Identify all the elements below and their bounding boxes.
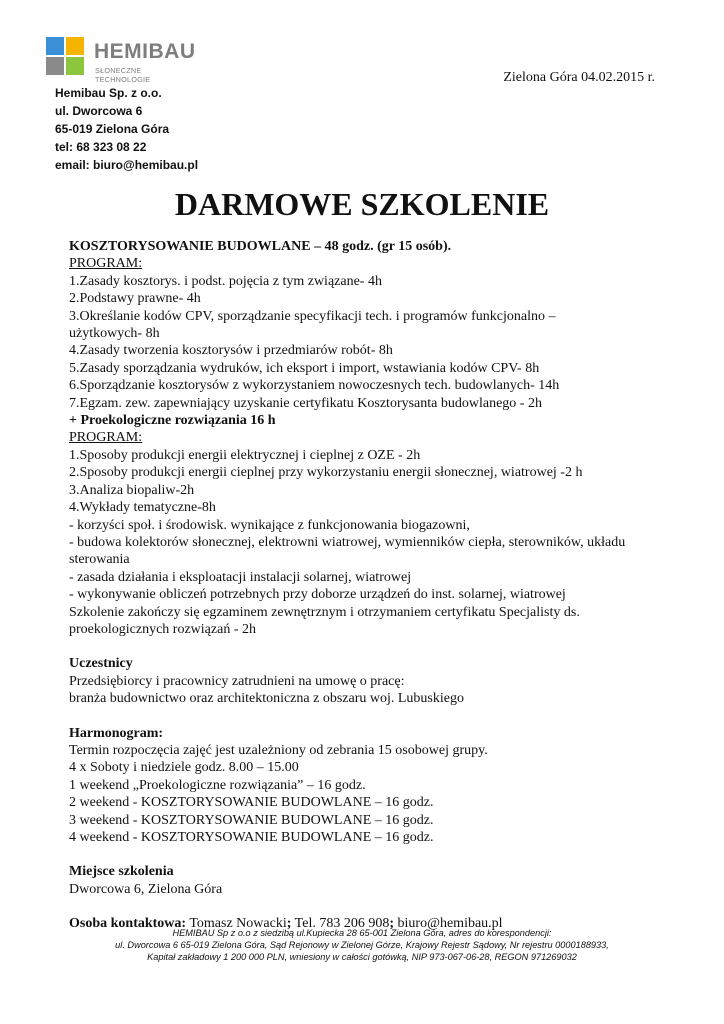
brand-tagline: SŁONECZNE TECHNOLOGIE	[95, 66, 151, 84]
company-street: ul. Dworcowa 6	[55, 104, 143, 118]
company-phone: tel: 68 323 08 22	[55, 140, 147, 154]
eco-item: Szkolenie zakończy się egzaminem zewnętrznym i otrzymaniem certyfikatu Specjalisty ds.	[69, 604, 580, 620]
schedule-line: Termin rozpoczęcia zajęć jest uzależniony od zebrania 15 osobowej grupy.	[69, 742, 488, 758]
contact-email[interactable]: biuro@hemibau.pl	[394, 916, 503, 932]
logo-square-green	[66, 57, 84, 75]
document-date: Zielona Góra 04.02.2015 r.	[503, 70, 655, 85]
eco-item: - korzyści społ. i środowisk. wynikające z funkcjonowania biogazowni,	[69, 517, 470, 533]
program-item: 5.Zasady sporządzania wydruków, ich eksport i import, wstawiania kodów CPV- 8h	[69, 360, 540, 376]
participants-line: Przedsiębiorcy i pracownicy zatrudnieni na umowę o pracę:	[69, 673, 405, 689]
eco-item: - budowa kolektorów słonecznej, elektrowni wiatrowej, wymienników ciepła, sterowników, układu	[69, 534, 626, 550]
company-address-block	[55, 84, 198, 174]
eco-item: proekologicznych rozwiązań - 2h	[69, 621, 256, 637]
brand-name: HEMIBAU	[94, 40, 196, 63]
company-email: email: biuro@hemibau.pl	[55, 158, 199, 172]
logo-square-blue	[46, 37, 64, 55]
participants-line: branża budownictwo oraz architektoniczna z obszaru woj. Lubuskiego	[69, 691, 464, 707]
contact-separator: ;	[286, 916, 292, 932]
schedule-line: 3 weekend - KOSZTORYSOWANIE BUDOWLANE – 16 godz.	[69, 812, 434, 828]
program-label: PROGRAM:	[69, 256, 143, 272]
company-name: Hemibau Sp. z o.o.	[55, 86, 162, 100]
eco-item: 2.Sposoby produkcji energii cieplnej przy wykorzystaniu energii słonecznej, wiatrowej -2 h	[69, 465, 583, 481]
program-item: 6.Sporządzanie kosztorysów z wykorzystaniem nowoczesnych tech. budowlanych- 14h	[69, 378, 560, 394]
program-item: użytkowych- 8h	[69, 326, 160, 342]
contact-label: Osoba kontaktowa:	[69, 916, 187, 932]
participants-heading: Uczestnicy	[69, 656, 133, 672]
page-title: DARMOWE SZKOLENIE	[174, 186, 550, 222]
document-body	[69, 238, 669, 933]
hemibau-logo	[46, 37, 196, 83]
footer-line: HEMIBAU Sp z o.o z siedzibą ul.Kupiecka 28 65-001 Zielona Góra, adres do korespondencji:	[172, 928, 552, 938]
program-item: 7.Egzam. zew. zapewniający uzyskanie certyfikatu Kosztorysanta budowlanego - 2h	[69, 395, 542, 411]
program-item: 3.Określanie kodów CPV, sporządzanie specyfikacji tech. i programów funkcjonalno –	[69, 308, 556, 324]
footer-line: Kapitał zakładowy 1 200 000 PLN, wniesiony w całości gotówką, NIP 973-067-06-28, REGON 971269032	[147, 951, 577, 962]
course-heading: KOSZTORYSOWANIE BUDOWLANE – 48 godz. (gr 15 osób).	[69, 239, 452, 254]
eco-item: - zasada działania i eksploatacji instalacji solarnej, wiatrowej	[69, 569, 412, 585]
eco-item: - wykonywanie obliczeń potrzebnych przy doborze urządzeń do inst. solarnej, wiatrowej	[69, 587, 566, 603]
eco-heading: + Proekologiczne rozwiązania 16 h	[69, 413, 276, 429]
eco-item: 1.Sposoby produkcji energii elektrycznej i cieplnej z OZE - 2h	[69, 447, 421, 463]
schedule-heading: Harmonogram:	[69, 725, 164, 741]
logo-square-gray	[46, 57, 64, 75]
program-item: 2.Podstawy prawne- 4h	[69, 291, 201, 307]
schedule-line: 2 weekend - KOSZTORYSOWANIE BUDOWLANE – 16 godz.	[69, 795, 434, 811]
contact-name: Tomasz Nowacki	[189, 916, 287, 932]
eco-item: 3.Analiza biopaliw-2h	[69, 482, 195, 498]
schedule-line: 4 x Soboty i niedziele godz. 8.00 – 15.00	[69, 760, 299, 776]
logo-square-yellow	[66, 37, 84, 55]
location-heading: Miejsce szkolenia	[69, 864, 174, 880]
location-address: Dworcowa 6, Zielona Góra	[69, 881, 223, 897]
program-label-2: PROGRAM:	[69, 430, 143, 446]
program-item: 1.Zasady kosztorys. i podst. pojęcia z tym związane- 4h	[69, 273, 382, 289]
company-city: 65-019 Zielona Góra	[55, 122, 170, 136]
eco-item: sterowania	[69, 552, 130, 568]
footer-line: ul. Dworcowa 6 65-019 Zielona Góra, Sąd Rejonowy w Zielonej Górze, Krajowy Rejestr Sądowy, Nr rejestru 0000188933,	[115, 939, 609, 950]
schedule-line: 1 weekend „Proekologiczne rozwiązania” – 16 godz.	[69, 777, 366, 793]
schedule-line: 4 weekend - KOSZTORYSOWANIE BUDOWLANE – 16 godz.	[69, 830, 434, 845]
program-item: 4.Zasady tworzenia kosztorysów i przedmiarów robót- 8h	[69, 343, 393, 359]
eco-item: 4.Wykłady tematyczne-8h	[69, 500, 216, 516]
contact-separator: ;	[389, 916, 395, 932]
legal-footer	[0, 928, 724, 963]
contact-phone: Tel. 783 206 908	[291, 916, 390, 932]
